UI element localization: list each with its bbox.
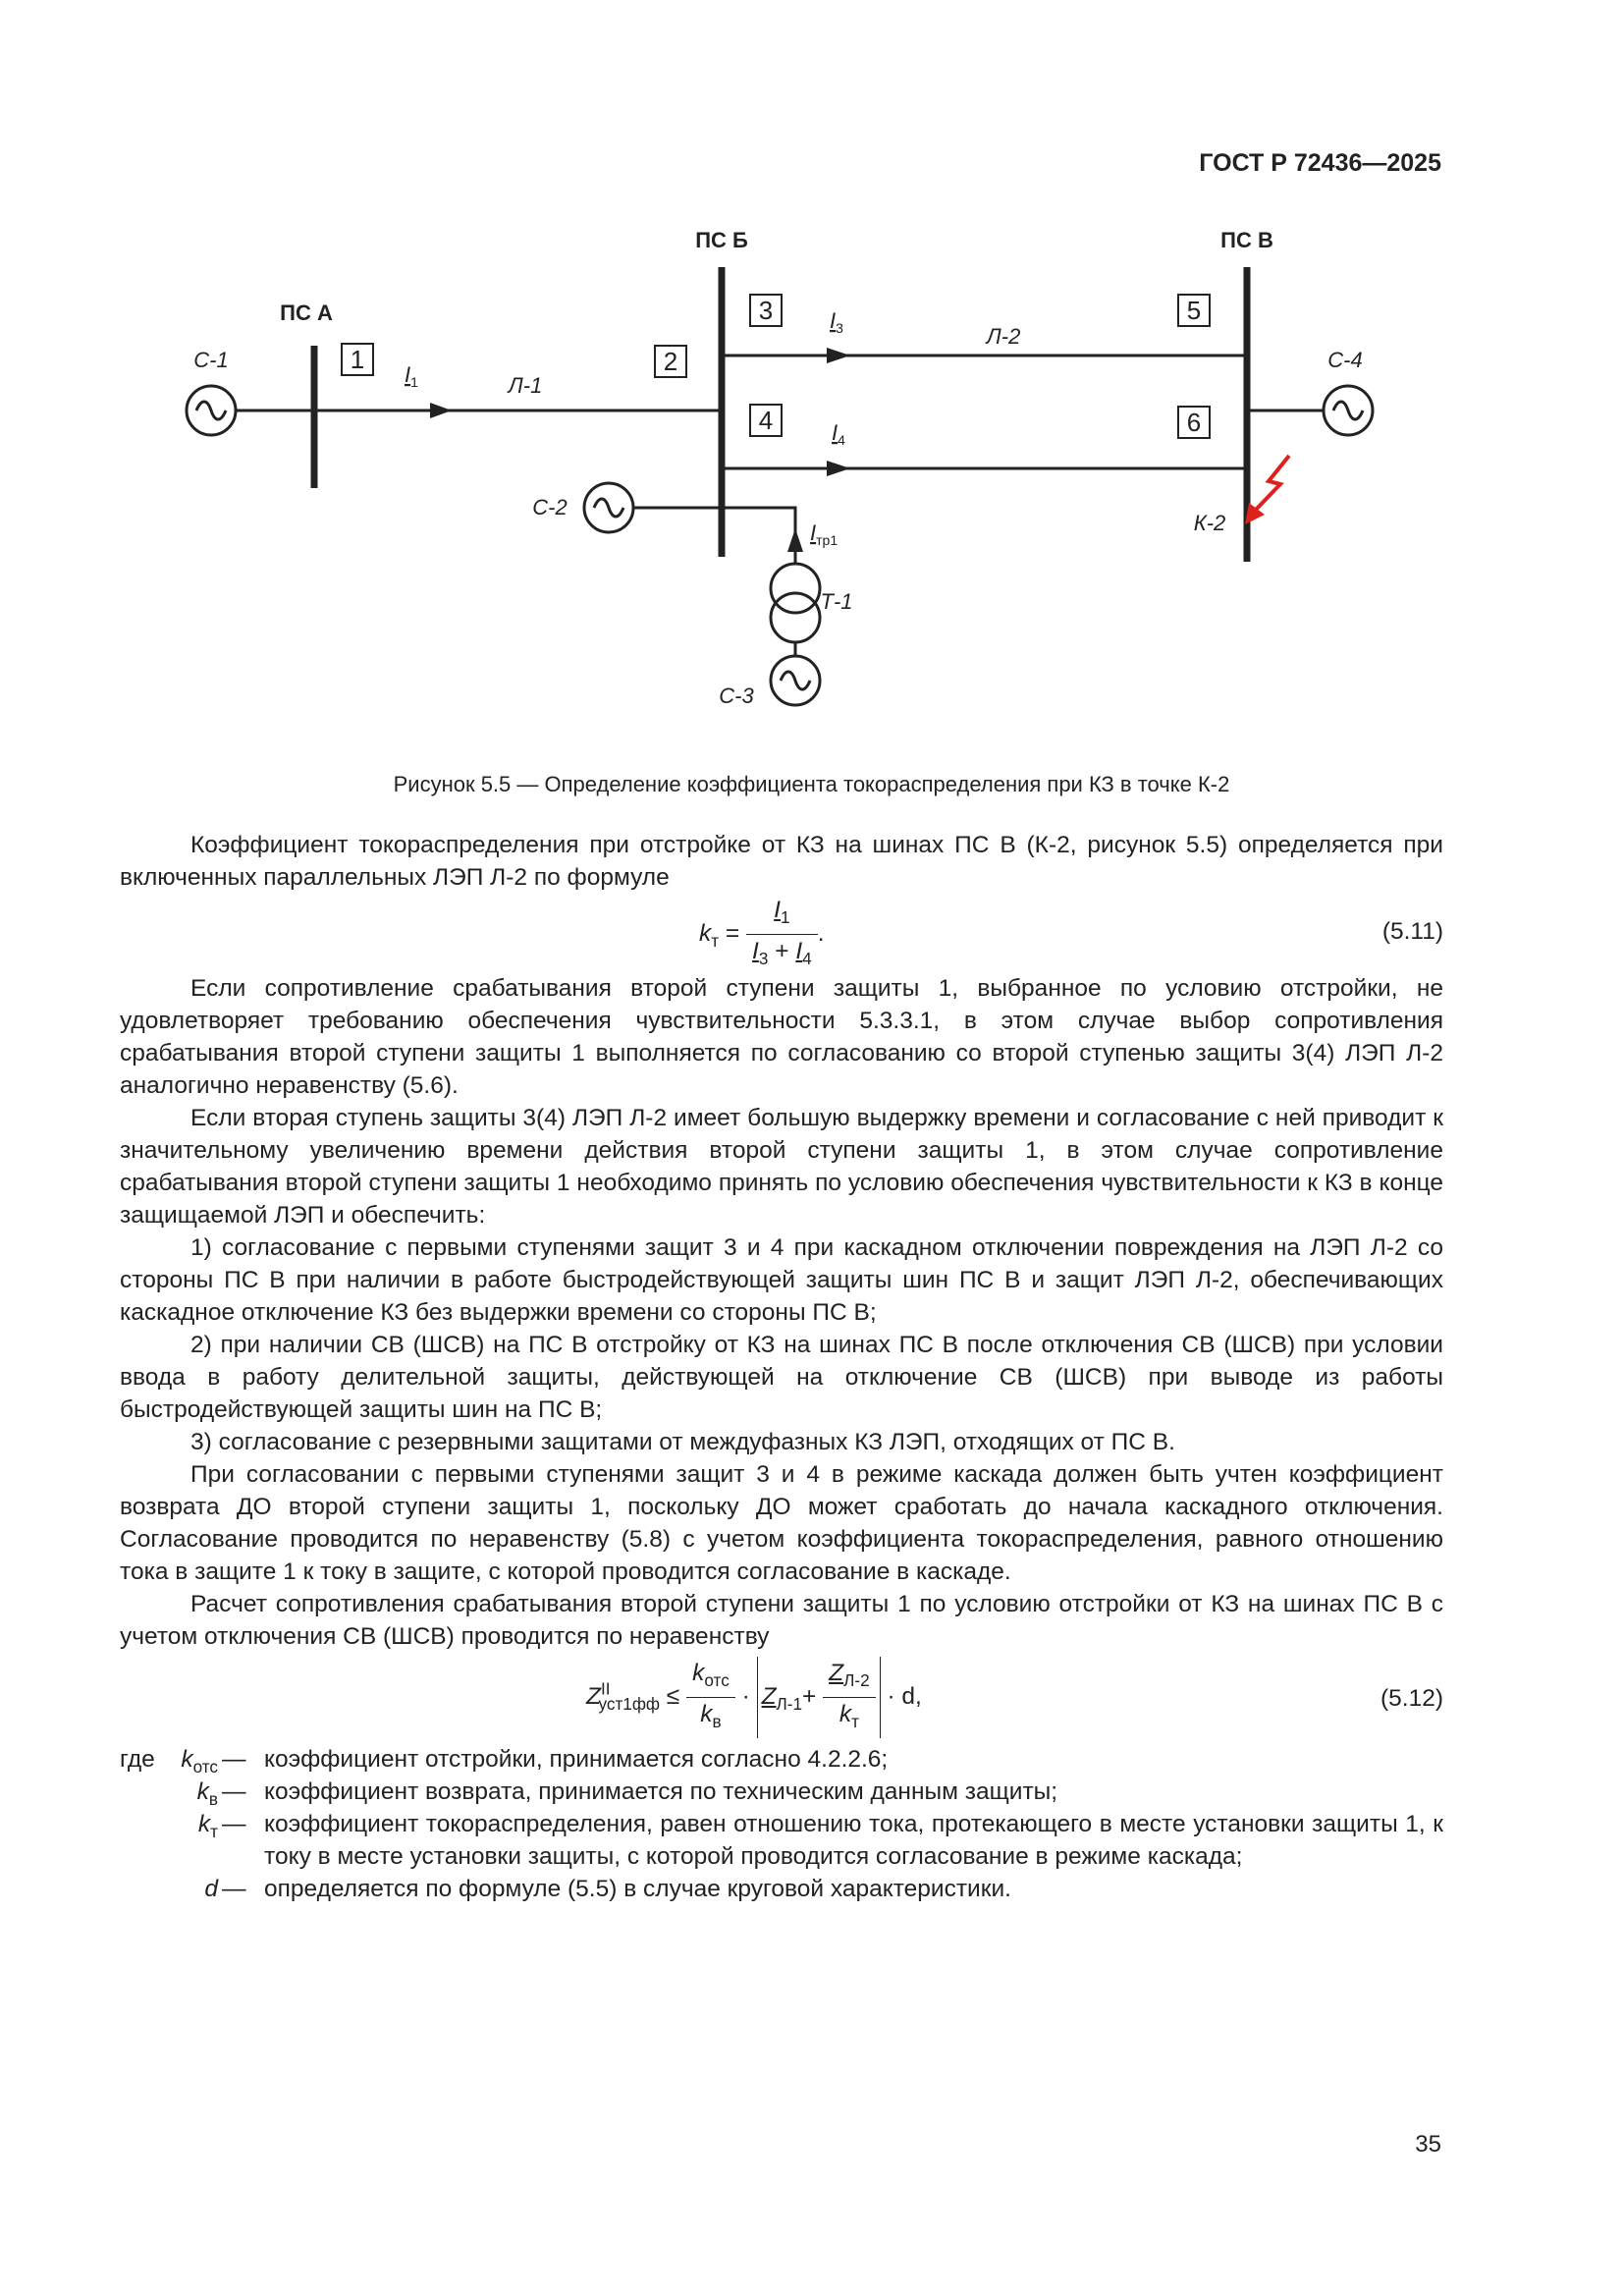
current-label-i3: $I_3$ bbox=[830, 308, 843, 336]
transformer-label: Т-1 bbox=[820, 589, 853, 614]
document-body bbox=[120, 829, 1443, 1905]
arrow-i1 bbox=[430, 403, 452, 418]
formula-5-11 bbox=[120, 894, 1443, 972]
page-number: 35 bbox=[1415, 2131, 1441, 2158]
paragraph-3: Если вторая ступень защиты 3(4) ЛЭП Л-2 имеет большую выдержку времени и согласование с ней приводит к значительному увеличению времени действия второй ступени защиты 1, в этом случае сопротивление срабатывания второй ступени защиты 1 необходимо принять по условию обеспечения чувствительности к КЗ в конце защищаемой ЛЭП и обеспечить: bbox=[120, 1105, 1443, 1229]
source-label-c2: С-2 bbox=[532, 495, 568, 519]
list-item-3: 3) согласование с резервными защитами от междуфазных КЗ ЛЭП, отходящих от ПС В. bbox=[190, 1429, 1175, 1455]
paragraph-1: Коэффициент токораспределения при отстройке от КЗ на шинах ПС В (К-2, рисунок 5.5) определяется при включенных параллельных ЛЭП Л-2 по формуле bbox=[120, 832, 1443, 891]
current-label-itr: $I_{тр1}$ bbox=[810, 520, 839, 548]
document-id: ГОСТ Р 72436—2025 bbox=[1199, 149, 1441, 177]
source-c2-icon bbox=[584, 483, 633, 532]
legend-description: коэффициент токораспределения, равен отношению тока, протекающего в месте установки защиты 1, к току в месте установки защиты, с которой проводится согласование в режиме каскада; bbox=[264, 1811, 1443, 1870]
list-item-1: 1) согласование с первыми ступенями защит 3 и 4 при каскадном отключении повреждения на ЛЭП Л-2 со стороны ПС В при наличии в работе быстродействующей защиты шин ПС В и защит ЛЭП Л-2, обеспечивающих каскадное отключение КЗ без выдержки времени со стороны ПС В; bbox=[120, 1234, 1443, 1326]
legend-row: d — определяется по формуле (5.5) в случае круговой характеристики. bbox=[120, 1873, 1443, 1905]
source-c4-icon bbox=[1324, 386, 1373, 435]
circuit-diagram bbox=[167, 218, 1463, 748]
current-label-i1: $I_1$ bbox=[405, 362, 418, 390]
legend-row: $k_в$ — коэффициент возврата, принимается по техническим данным защиты; bbox=[120, 1776, 1443, 1808]
paragraph-4: При согласовании с первыми ступенями защит 3 и 4 в режиме каскада должен быть учтен коэффициент возврата ДО второй ступени защиты 1, поскольку ДО может сработать до начала каскадного отключения. Согласование проводится по неравенству (5.8) с учетом коэффициента токораспределения, равного отношению тока в защите 1 к току в защите, с которой проводится согласование в каскаде. bbox=[120, 1461, 1443, 1585]
figure-caption: Рисунок 5.5 — Определение коэффициента токораспределения при КЗ в точке К-2 bbox=[393, 772, 1230, 796]
line-t1 bbox=[722, 508, 795, 564]
current-label-i4: $I_4$ bbox=[832, 420, 845, 448]
legend-row: где $k_{отс}$ — коэффициент отстройки, принимается согласно 4.2.2.6; bbox=[120, 1743, 1443, 1776]
source-label-c4: С-4 bbox=[1327, 348, 1363, 372]
arrow-i3 bbox=[827, 348, 850, 363]
legend-symbol: $k_в$ bbox=[196, 1778, 218, 1809]
formula-5-12-expression: $Z^{II}_{уст1фф}$ ≤ $\frac{k_{отс}}{k_в}$ · $Z_{Л-1}+$ $\frac{Z_{Л-2}}{k_т}$ · d, bbox=[586, 1657, 922, 1738]
arrow-i4 bbox=[827, 461, 850, 476]
substation-label-b: ПС Б bbox=[695, 228, 748, 252]
list-item-2: 2) при наличии СВ (ШСВ) на ПС В отстройку от КЗ на шинах ПС В после отключения СВ (ШСВ) при условии ввода в работу делительной защиты, действующей на отключение СВ (ШСВ) при выводе из работы быстродействующей защиты шин на ПС В; bbox=[120, 1332, 1443, 1423]
protection-label-6: 6 bbox=[1186, 408, 1202, 437]
legend-description: коэффициент отстройки, принимается согласно 4.2.2.6; bbox=[264, 1746, 889, 1773]
source-label-c1: С-1 bbox=[193, 348, 229, 372]
formula-5-12-number: (5.12) bbox=[1380, 1685, 1443, 1712]
source-c1-icon bbox=[187, 386, 236, 435]
legend-symbol: $k_{отс}$ bbox=[181, 1746, 218, 1777]
protection-label-1: 1 bbox=[350, 345, 365, 374]
legend-symbol: d bbox=[204, 1876, 218, 1902]
protection-label-2: 2 bbox=[663, 347, 678, 376]
formula-5-11-expression: $k_т$ = $\frac{I_1}{I_3 + I_4}$ . bbox=[699, 894, 825, 975]
line-label-l1: Л-1 bbox=[508, 373, 543, 398]
substation-label-a: ПС А bbox=[280, 301, 333, 325]
protection-label-4: 4 bbox=[758, 406, 774, 435]
where-label: где bbox=[120, 1746, 155, 1773]
source-c3-icon bbox=[771, 656, 820, 705]
legend-symbol: $k_т$ bbox=[197, 1811, 218, 1841]
fault-lightning-icon bbox=[1245, 456, 1289, 524]
protection-label-3: 3 bbox=[758, 296, 774, 325]
arrow-itr bbox=[787, 528, 803, 552]
fault-label-k2: К-2 bbox=[1193, 511, 1226, 535]
paragraph-5: Расчет сопротивления срабатывания второй ступени защиты 1 по условию отстройки от КЗ на шинах ПС В с учетом отключения СВ (ШСВ) проводится по неравенству bbox=[120, 1591, 1443, 1650]
formula-5-12 bbox=[120, 1653, 1443, 1743]
legend-description: определяется по формуле (5.5) в случае круговой характеристики. bbox=[264, 1876, 1011, 1902]
legend-row: $k_т$ — коэффициент токораспределения, равен отношению тока, протекающего в месте установки защиты 1, к току в месте установки защиты, с которой проводится согласование в режиме каскада; bbox=[120, 1808, 1443, 1873]
legend-description: коэффициент возврата, принимается по техническим данным защиты; bbox=[264, 1778, 1058, 1805]
transformer-t1-icon bbox=[771, 564, 820, 642]
protection-label-5: 5 bbox=[1186, 296, 1202, 325]
line-label-l2: Л-2 bbox=[986, 324, 1021, 349]
circuit-svg bbox=[167, 218, 1463, 748]
substation-label-v: ПС В bbox=[1220, 228, 1273, 252]
paragraph-2: Если сопротивление срабатывания второй ступени защиты 1, выбранное по условию отстройки, не удовлетворяет требованию обеспечения чувствительности 5.3.3.1, в этом случае выбор сопротивления срабатывания второй ступени защиты 1 выполняется по согласованию со второй ступенью защиты 3(4) ЛЭП Л-2 аналогично неравенству (5.6). bbox=[120, 975, 1443, 1099]
symbol-legend bbox=[120, 1743, 1443, 1905]
formula-5-11-number: (5.11) bbox=[1381, 918, 1443, 945]
source-label-c3: С-3 bbox=[719, 683, 754, 708]
